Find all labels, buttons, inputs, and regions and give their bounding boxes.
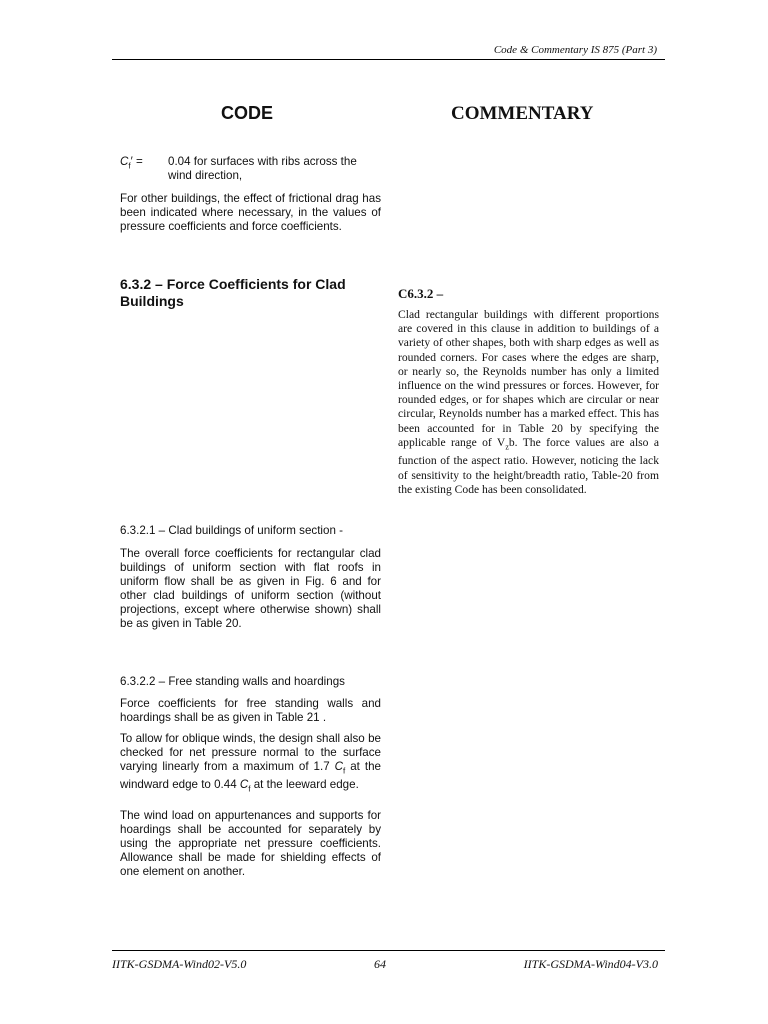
frictional-drag-paragraph: For other buildings, the effect of frictional drag has been indicated where necessary, in the values of pressure coefficients and force coefficients. — [120, 192, 381, 233]
commentary-column-heading: COMMENTARY — [451, 103, 594, 124]
cf-prime-equals: ′ = — [130, 155, 143, 168]
section-6321-heading: 6.3.2.1 – Clad buildings of uniform section - — [120, 524, 343, 537]
commentary-text-2: b. The force values are also a function of the aspect ratio. However, noticing the lack of sensitivity to the height/breadth ratio, Table-20 from the existing Code has been consolidated. — [398, 435, 659, 496]
cf-inline-symbol: C — [239, 778, 249, 792]
footer-left-id: IITK-GSDMA-Wind02-V5.0 — [112, 957, 247, 971]
oblique-text-3: at the leeward edge. — [250, 778, 359, 792]
section-6321-paragraph: The overall force coefficients for rectangular clad buildings of uniform section with flat roofs in uniform flow shall be as given in Fig. 6 and for other clad buildings of uniform section (without projections, except where otherwise shown) shall be as given in Table 20. — [120, 547, 381, 630]
code-column-heading: CODE — [221, 103, 274, 123]
commentary-text-1: Clad rectangular buildings with different proportions are covered in this clause in addition to buildings of a variety of other shapes, both with sharp edges as well as rounded corners. For cases where the edges are sharp, or nearly so, the Reynolds number has only a limited influence on the wind pressures or forces. However, for rounded edges, or for shapes which are circular or near circular, Reynolds number has a marked effect. This has been accounted for in Table 20 by specifying the applicable range of V — [398, 308, 659, 449]
running-header: Code & Commentary IS 875 (Part 3) — [493, 44, 657, 56]
oblique-text-1: To allow for oblique winds, the design shall also be checked for net pressure normal to the surface varying linearly from a maximum of 1.7 — [120, 732, 381, 773]
oblique-text-2: at the windward edge to 0.44 — [120, 760, 381, 792]
section-6322-heading: 6.3.2.2 – Free standing walls and hoardings — [120, 675, 345, 688]
cf-inline-subscript: f — [248, 784, 251, 794]
cf-definition-text: 0.04 for surfaces with ribs across the wind direction, — [168, 155, 357, 182]
oblique-winds-paragraph — [120, 732, 381, 797]
hoardings-paragraph: Force coefficients for free standing walls and hoardings shall be as given in Table 21 . — [120, 697, 381, 724]
appurtenances-paragraph: The wind load on appurtenances and supports for hoardings shall be accounted for separately by using the appropriate net pressure coefficients. Allowance shall be made for shielding effects of one element on another. — [120, 809, 381, 878]
section-632-heading: 6.3.2 – Force Coefficients for Clad Buildings — [120, 276, 346, 309]
page-number: 64 — [374, 957, 386, 971]
cf-subscript: f — [128, 161, 131, 171]
cf-symbol: C — [120, 155, 129, 168]
cf-inline-symbol: C — [334, 760, 343, 773]
commentary-c632-heading: C6.3.2 – — [398, 286, 444, 301]
footer-rule — [112, 950, 665, 951]
header-rule — [112, 59, 665, 60]
cf-inline-subscript: f — [343, 766, 346, 776]
commentary-paragraph — [398, 308, 659, 497]
footer-right-id: IITK-GSDMA-Wind04-V3.0 — [523, 957, 658, 971]
vz-subscript: z — [505, 442, 509, 452]
